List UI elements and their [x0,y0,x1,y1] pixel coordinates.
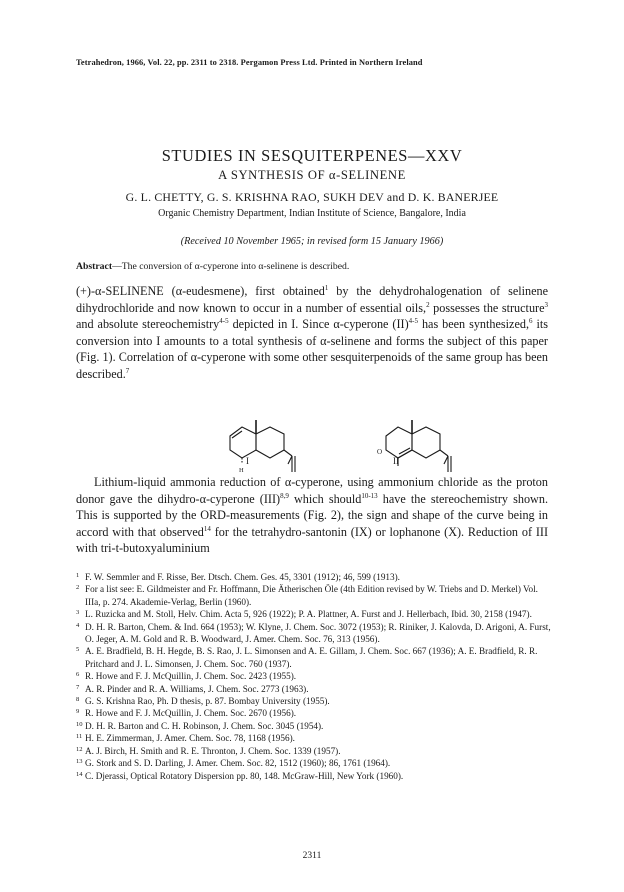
body-text: its conversion into I amounts to a total synthesis of α-selinene and forms the subject of this paper (Fig. 1). Correlation of α-cyperone with some other sesquiterpenoids of the same group has been described. [76,317,548,381]
abstract-label: Abstract [76,261,113,272]
body-text: depicted in I. Since α-cyperone (II) [228,317,409,332]
reference-item [76,757,554,769]
journal-header: Tetrahedron, 1966, Vol. 22, pp. 2311 to 2318. Pergamon Press Ltd. Printed in Northern Ireland [76,58,423,67]
reference-number: 4 [76,621,80,629]
reference-text: G. Stork and S. D. Darling, J. Amer. Chem. Soc. 82, 1512 (1960); 86, 1761 (1964). [85,758,391,769]
reference-text: C. Djerassi, Optical Rotatory Dispersion pp. 80, 148. McGraw-Hill, New York (1960). [85,770,404,781]
reference-text: H. E. Zimmerman, J. Amer. Chem. Soc. 78, 1168 (1956). [85,733,295,744]
reference-number: 9 [76,708,80,716]
citation-superscript: 1 [324,283,329,292]
reference-item [76,770,554,782]
reference-item [76,683,554,695]
reference-text: A. J. Birch, H. Smith and R. E. Thronton, J. Chem. Soc. 1339 (1957). [85,745,341,756]
reference-item [76,621,554,646]
reference-number: 8 [76,696,80,704]
body-text: for the tetrahydro-santonin (IX) or lophanone (X). Reduction of III with tri-t-butoxyaluminium [76,524,549,556]
reference-text: F. W. Semmler and F. Risse, Ber. Dtsch. Chem. Ges. 45, 3301 (1912); 46, 599 (1913). [85,572,400,582]
citation-superscript: 7 [125,366,130,375]
reference-list [76,571,554,782]
body-text: and absolute stereochemistry [76,317,220,332]
reference-item [76,670,554,682]
reference-number: 5 [76,646,80,654]
reference-number: 12 [76,745,83,753]
reference-item [76,583,554,608]
structure-I-diagram [226,412,346,474]
reference-text: G. S. Krishna Rao, Ph. D thesis, p. 87. Bombay University (1955). [85,696,330,707]
reference-number: 7 [76,683,80,691]
abstract [76,261,349,272]
reference-number: 3 [76,609,80,617]
oxygen-label: O [377,448,383,456]
reference-text: A. R. Pinder and R. A. Williams, J. Chem. Soc. 2773 (1963). [85,683,309,694]
citation-superscript: 14 [203,524,211,533]
reference-number: 11 [76,733,83,741]
article-subtitle: A SYNTHESIS OF α-SELINENE [218,168,406,182]
page-number: 2311 [302,851,322,861]
body-text: Lithium-liquid ammonia reduction of α-cyperone, using ammonium chloride as the proton donor gave the dihydro-α-cyperone (III) [76,475,548,506]
body-paragraph-2 [76,474,548,557]
reference-item [76,608,554,620]
citation-superscript: 4-5 [408,317,418,326]
citation-superscript: 6 [529,317,533,326]
abstract-text: —The conversion of α-cyperone into α-selinene is described. [112,261,350,272]
citation-superscript: 2 [426,300,430,309]
reference-item [76,695,554,707]
reference-number: 14 [76,770,83,778]
reference-text: D. H. R. Barton and C. H. Robinson, J. Chem. Soc. 3045 (1954). [85,720,324,731]
body-text: which should [288,491,362,506]
reference-number: 10 [76,720,83,728]
reference-text: A. E. Bradfield, B. H. Hegde, B. S. Rao, J. L. Simonsen and A. E. Gillam, J. Chem. Soc. 667 (1936); A. E. Bradfield, R. R. Pritchard and J. L. Simonsen, J. Chem. Soc. 760 (1937). [85,646,538,669]
structure-II-label: II [393,456,399,466]
reference-item [76,571,554,583]
reference-item [76,745,554,757]
reference-text: D. H. R. Barton, Chem. & Ind. 664 (1953); W. Klyne, J. Chem. Soc. 3072 (1953); R. Riniker, J. Kalovda, D. Arigoni, A. Furst, O. Jeger, A. M. Gold and R. B. Woodward, J. Amer. Chem. Soc. 76, 313 (1956). [85,621,551,645]
body-text: possesses the structure [429,300,545,315]
reference-item [76,645,554,670]
citation-superscript: 8,9 [280,491,289,500]
reference-item [76,707,554,719]
body-paragraph-1 [76,283,548,383]
reference-item [76,732,554,744]
hydrogen-label: H [239,467,244,474]
reference-number: 6 [76,671,80,679]
article-title: STUDIES IN SESQUITERPENES—XXV [161,146,463,165]
citation-superscript: 3 [544,300,549,309]
reference-text: R. Howe and F. J. McQuillin, J. Chem. Soc. 2423 (1955). [85,671,297,682]
body-text: (+)-α-SELINENE (α-eudesmene), first obtained [76,284,325,298]
reference-text: For a list see: E. Gildmeister and Fr. Hoffmann, Die Ätherischen Öle (4th Edition revised by W. Triebs and D. Merkel) Vol. IIIa, p. 274. Akademie-Verlag, Berlin (1960). [85,584,538,607]
reference-item [76,720,554,732]
body-text: has been synthesized, [417,317,530,332]
reference-text: L. Ruzicka and M. Stoll, Helv. Chim. Acta 5, 926 (1922); P. A. Plattner, A. Furst and J. Hellerbach, Ibid. 30, 2158 (1947). [85,609,532,620]
author-list: G. L. CHETTY, G. S. KRISHNA RAO, SUKH DEV and D. K. BANERJEE [125,190,499,204]
reference-number: 13 [76,758,83,766]
reference-number: 2 [76,584,80,592]
citation-superscript: 4-5 [219,317,229,326]
received-date: (Received 10 November 1965; in revised form 15 January 1966) [180,236,444,247]
reference-number: 1 [76,572,80,579]
affiliation: Organic Chemistry Department, Indian Institute of Science, Bangalore, India [158,208,466,219]
structure-I-label: I [246,456,249,466]
body-text: by the dehydrohalogenation of selinene dihydrochloride and now known to occur in a number of essential oils, [76,284,549,315]
reference-text: R. Howe and F. J. McQuillin, J. Chem. Soc. 2670 (1956). [85,708,297,719]
citation-superscript: 10-13 [361,491,378,500]
body-text: have the stereochemistry shown. This is supported by the ORD-measurements (Fig. 2), the sign and shape of the curve being in accord with that observed [76,491,548,539]
